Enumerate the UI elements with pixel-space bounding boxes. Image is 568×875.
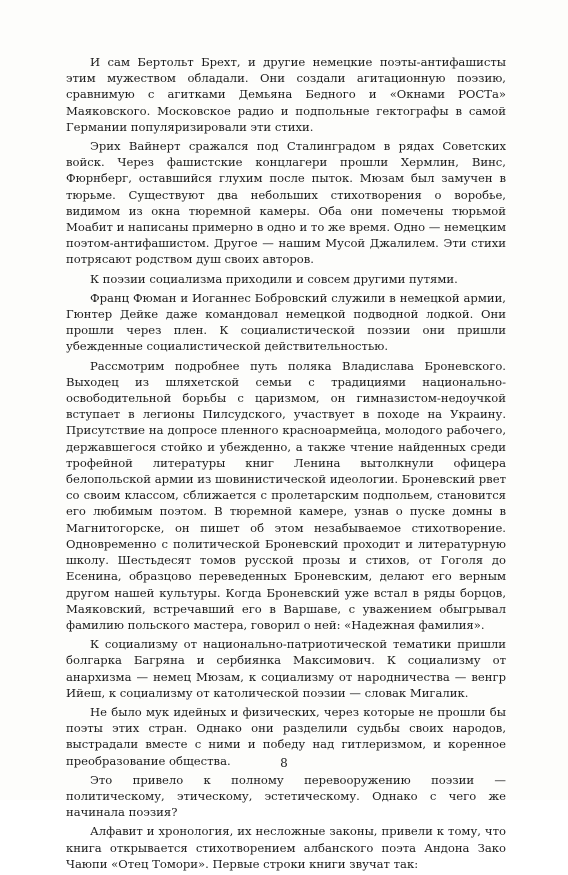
paragraph-5: Рассмотрим подробнее путь поляка Владислава Броневского. Выходец из шляхетской семьи с традициями национально-освободительной борьбы с царизмом, он гимназистом-недоучкой вступает в легионы Пилсудского, участвует в походе на Украину. Присутствие на допросе пленного красноармейца, молодого рабочего, державшегося стойко и убежденно, а также чтение найденных среди трофейной литературы книг Ленина вытолкнули офицера белопольской армии из шовинистической идеологии. Броневский рвет со своим классом, сближается с пролетарским подпольем, становится его любимым поэтом. В тюремной камере, узнав о пуске домны в Магнитогорске, он пишет об этом незабываемое стихотворение. Одновременно с политической Броневский проходит и литературную школу. Шестьдесят томов русской прозы и стихов, от Гоголя до Есенина, образцово переведенных Броневским, делают его верным другом нашей культуры. Когда Броневский уже встал в ряды борцов, Маяковский, встречавший его в Варшаве, с уважением обыгрывал фамилию польского мастера, говорил о ней: «Надежная фамилия». [66, 358, 506, 632]
paragraph-8: Это привело к полному перевооружению поэзии — политическому, этическому, эстетическому. Однако с чего же начинала поэзия? [66, 772, 506, 820]
page-body-text [66, 54, 506, 875]
paragraph-6: К социализму от национально-патриотической тематики пришли болгарка Багряна и сербиянка Максимович. К социализму от анархизма — немец Мюзам, к социализму от народничества — венгр Ийеш, к социализму от католической поэзии — словак Мигалик. [66, 637, 506, 700]
paragraph-9: Алфавит и хронология, их несложные законы, привели к тому, что книга открывается стихотворением албанского поэта Андона Зако Чаюпи «Отец Томори». Первые строки книги звучат так: [66, 824, 506, 871]
paragraph-4: Франц Фюман и Иоганнес Бобровский служили в немецкой армии, Гюнтер Дейке даже командовал немецкой подводной лодкой. Они прошли через плен. К социалистической поэзии они пришли убежденные социалистической действительностью. [66, 290, 506, 354]
paragraph-2: Эрих Вайнерт сражался под Сталинградом в рядах Советских войск. Через фашистские концлагери прошли Хермлин, Винс, Фюрнберг, оставшийся глухим после пыток. Мюзам был замучен в тюрьме. Существуют два небольших стихотворения о воробье, видимом из окна тюремной камеры. Оба они помечены тюрьмой Моабит и написаны примерно в одно и то же время. Одно — немецким поэтом-антифашистом. Другое — нашим Мусой Джалилем. Эти стихи потрясают родством душ своих авторов. [66, 139, 506, 267]
page-number: 8 [280, 756, 288, 770]
paragraph-7: Не было мук идейных и физических, через которые не прошли бы поэты этих стран. Однако они разделили судьбы своих народов, выстрадали вместе с ними и победу над гитлеризмом, и коренное преобразование общества. [66, 704, 506, 768]
paragraph-1: И сам Бертольт Брехт, и другие немецкие поэты-антифашисты этим мужеством обладали. Они создали агитационную поэзию, сравнимую с агитками Демьяна Бедного и «Окнами РОСТа» Маяковского. Московское радио и подпольные гектографы в самой Германии популяризировали эти стихи. [66, 55, 506, 134]
paragraph-3: К поэзии социализма приходили и совсем другими путями. [90, 271, 458, 286]
